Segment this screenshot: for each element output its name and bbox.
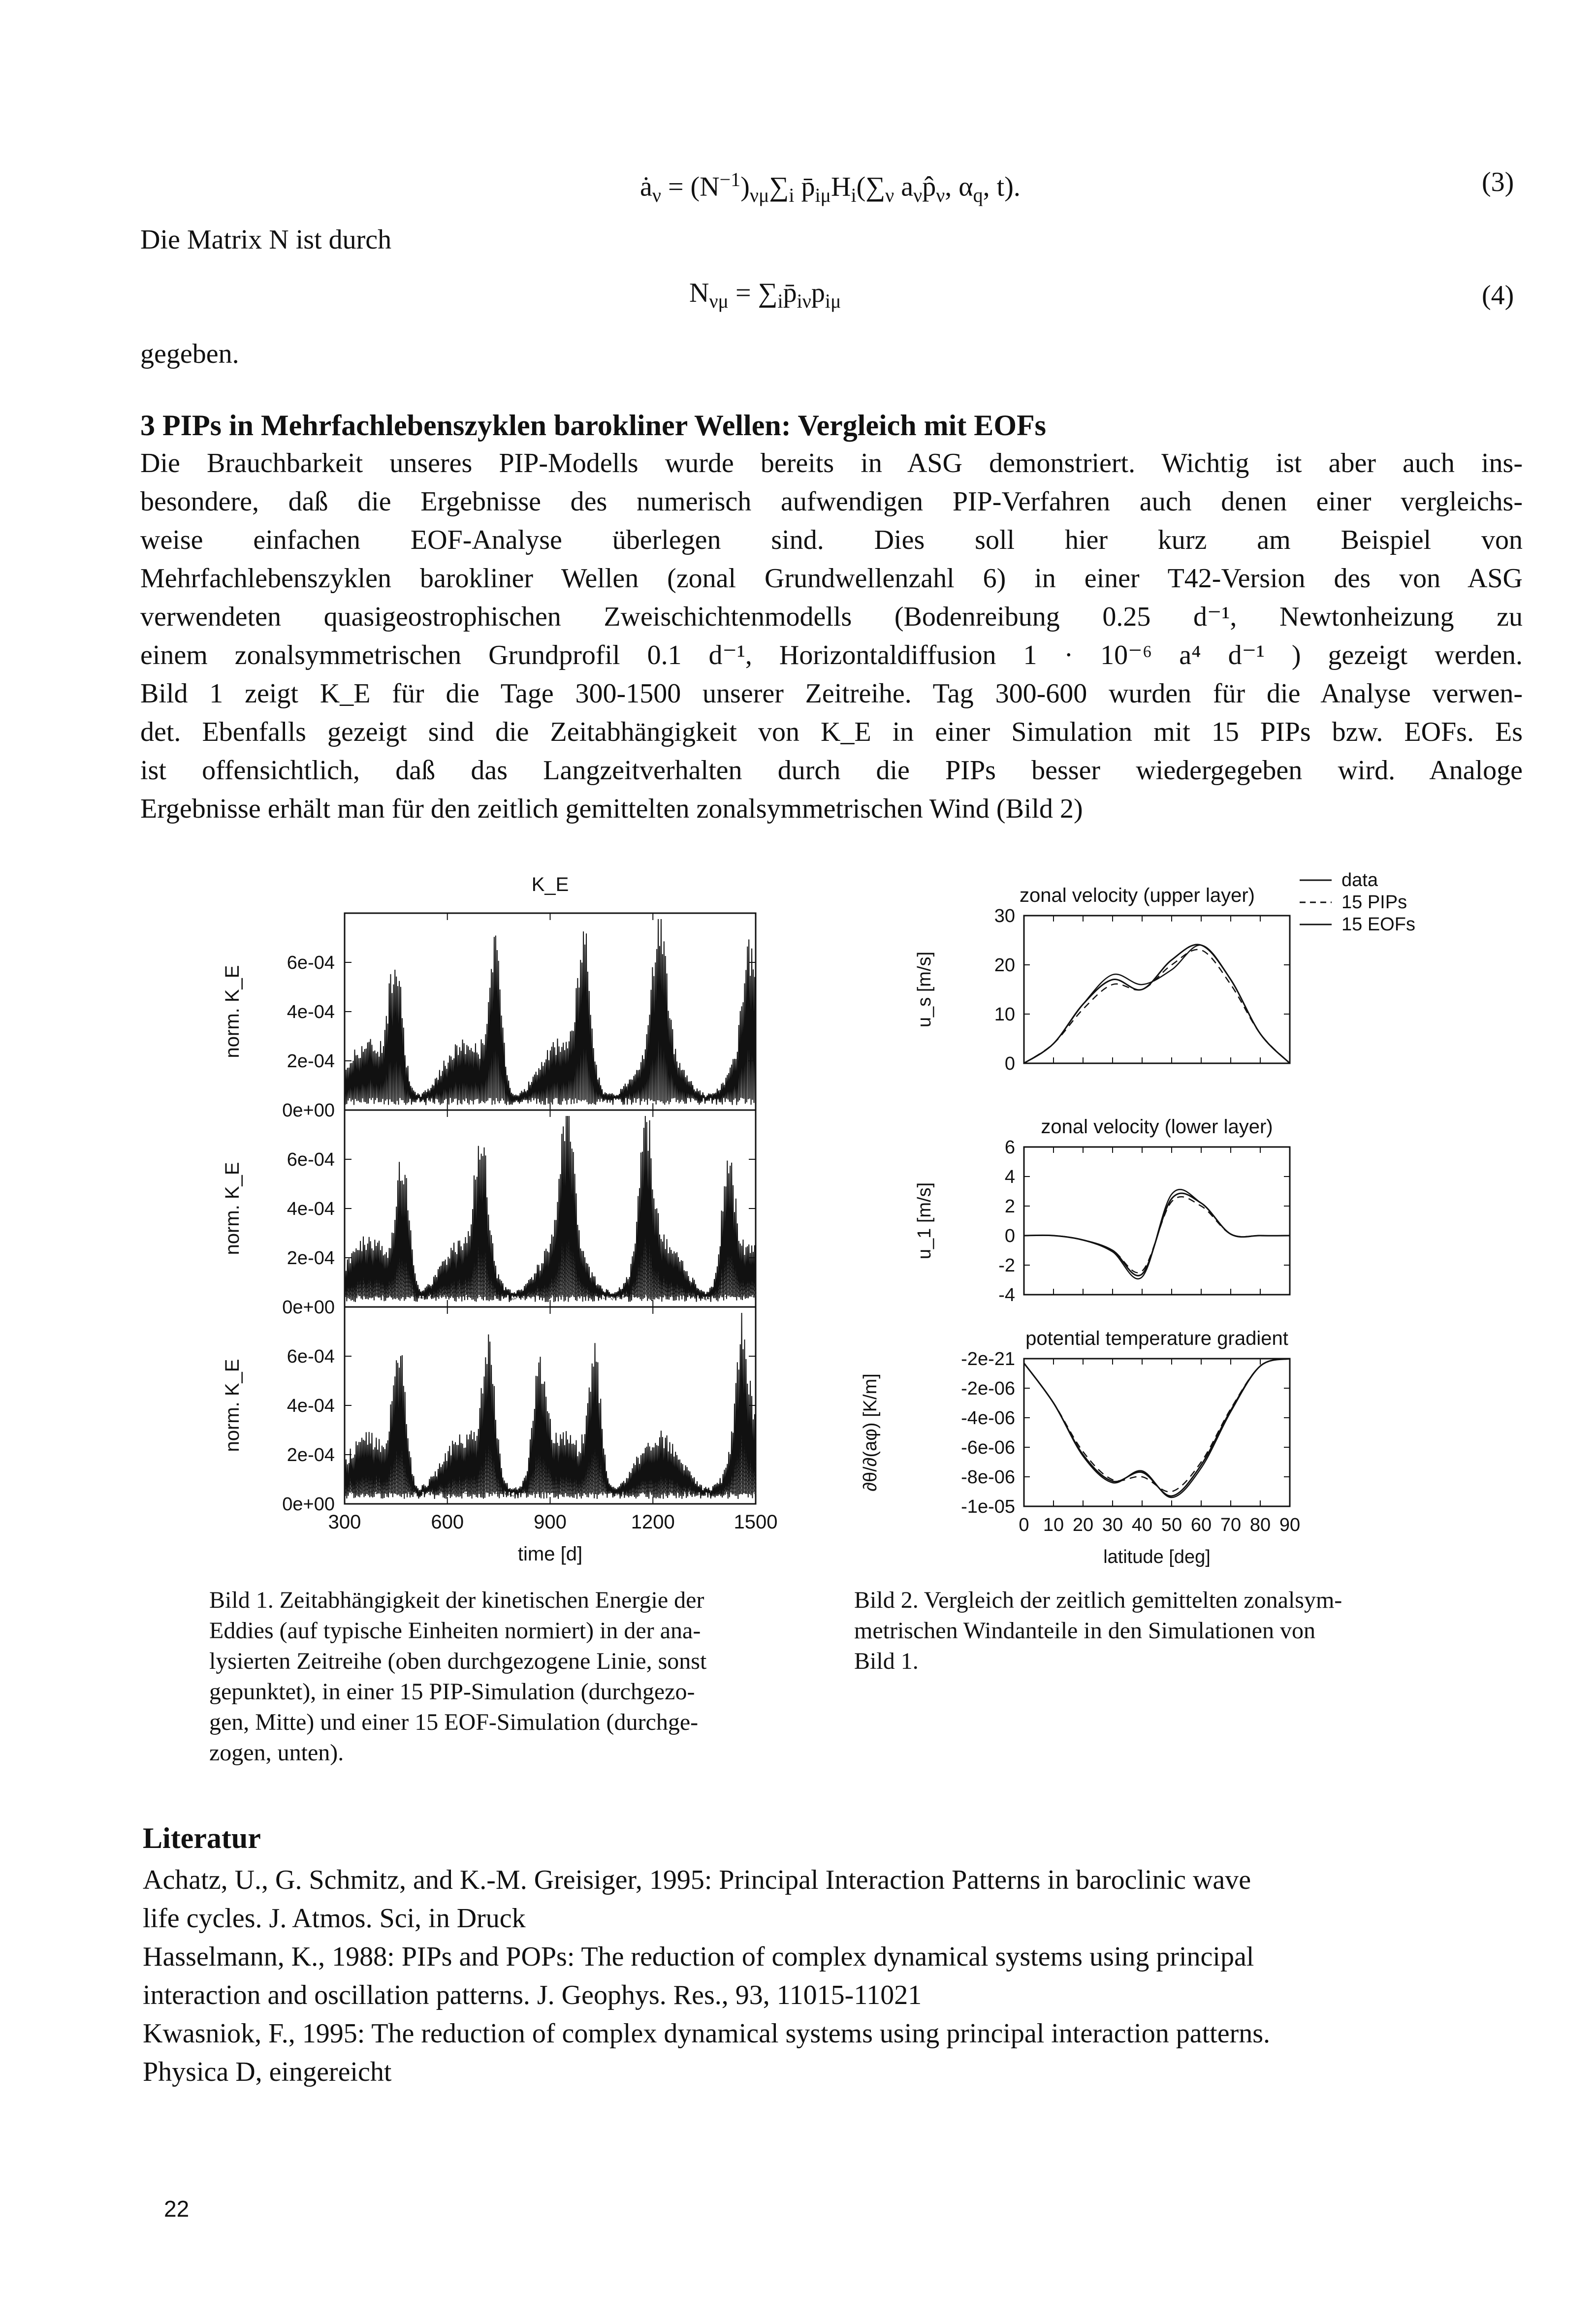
paragraph-line: weise einfachen EOF-Analyse überlegen sind. Dies soll hier kurz am Beispiel von [140, 525, 1523, 555]
reference-line: Kwasniok, F., 1995: The reduction of complex dynamical systems using principal interaction patterns. [143, 2018, 1271, 2049]
caption-line: Bild 1. [854, 1648, 919, 1674]
x-tick-label: 600 [431, 1511, 464, 1533]
paragraph-line: ist offensichtlich, daß das Langzeitverhalten durch die PIPs besser wiedergegeben wird. Analoge [140, 755, 1523, 786]
reference-entry [143, 1861, 1270, 1938]
y-tick-label: -1e-05 [961, 1496, 1015, 1517]
caption-line: lysierten Zeitreihe (oben durchgezogene Linie, sonst [209, 1648, 707, 1674]
y-axis-label: u_s [m/s] [914, 951, 935, 1028]
y-tick-label: 0 [1004, 1053, 1015, 1074]
y-tick-label: 0e+00 [282, 1100, 335, 1121]
y-tick-label: 0e+00 [282, 1494, 335, 1515]
equation-4: $N_{\nu\mu}$ = $\sum_ip̄_{i\nu}p_{i\mu}$ [689, 278, 841, 313]
x-tick-label: 80 [1249, 1515, 1271, 1535]
y-axis-label: norm. K_E [222, 1359, 243, 1452]
reference-entry [143, 2014, 1270, 2091]
section-paragraph [140, 444, 1523, 828]
reference-entry [143, 1938, 1270, 2014]
x-tick-label: 0 [1019, 1515, 1029, 1535]
plot-frame [1024, 1359, 1290, 1506]
y-tick-label: 20 [994, 955, 1015, 976]
y-tick-label: -4 [998, 1285, 1015, 1305]
y-tick-label: -2 [998, 1255, 1015, 1276]
y-tick-label: 2e-04 [287, 1248, 335, 1269]
x-tick-label: 30 [1102, 1515, 1123, 1535]
x-tick-label: 20 [1072, 1515, 1094, 1535]
caption-line: metrischen Windanteile in den Simulationen von [854, 1618, 1315, 1644]
reference-line: life cycles. J. Atmos. Sci, in Druck [143, 1903, 526, 1934]
y-tick-label: 4 [1004, 1167, 1015, 1187]
matrix-intro-text: Die Matrix N ist durch [140, 224, 392, 255]
gegeben-text: gegeben. [140, 339, 239, 369]
equation-3-number: (3) [1482, 167, 1514, 197]
paragraph-line: besondere, daß die Ergebnisse des numerisch aufwendigen PIP-Verfahren auch denen einer vergleichs- [140, 486, 1523, 517]
y-tick-label: 4e-04 [287, 1002, 335, 1022]
equation-3: $ȧ_\nu = (N^{-1})_{\nu\mu}\sum_i$ $p̄_{i\mu}H_i(\sum_\nu$ $a_\nu p̂_\nu$, $\alpha_q$, t). [640, 168, 1021, 206]
legend-label: 15 PIPs [1341, 892, 1407, 913]
x-tick-label: 70 [1220, 1515, 1242, 1535]
y-tick-label: 0 [1004, 1226, 1015, 1246]
x-tick-label: 300 [328, 1511, 361, 1533]
y-tick-label: -2e-21 [961, 1349, 1015, 1369]
x-axis-label: time [d] [517, 1543, 583, 1565]
paragraph-line: einem zonalsymmetrischen Grundprofil 0.1 d⁻¹, Horizontaldiffusion 1 · 10⁻⁶ a⁴ d⁻¹ ) gezeigt werden. [140, 640, 1523, 670]
y-tick-label: 0e+00 [282, 1297, 335, 1318]
figure-2-caption [854, 1585, 1342, 1677]
profile-series-line [1024, 1359, 1290, 1497]
y-tick-label: -8e-06 [961, 1467, 1015, 1488]
caption-line: Eddies (auf typische Einheiten normiert) in der ana- [209, 1618, 701, 1644]
x-tick-label: 60 [1190, 1515, 1212, 1535]
y-tick-label: 30 [994, 906, 1015, 926]
legend-label: 15 EOFs [1341, 914, 1415, 935]
y-tick-label: 6e-04 [287, 953, 335, 973]
x-tick-label: 50 [1161, 1515, 1182, 1535]
ke-series-line [345, 1313, 755, 1499]
reference-list [143, 1861, 1270, 2091]
paragraph-line: Mehrfachlebenszyklen barokliner Wellen (zonal Grundwellenzahl 6) in einer T42-Version des von ASG [140, 563, 1523, 594]
profile-series-line [1024, 1189, 1290, 1279]
y-tick-label: 2e-04 [287, 1051, 335, 1072]
y-axis-label: norm. K_E [222, 965, 243, 1058]
paragraph-line: verwendeten quasigeostrophischen Zweischichtenmodells (Bodenreibung 0.25 d⁻¹, Newtonheizung zu [140, 602, 1523, 632]
caption-line: zogen, unten). [209, 1740, 344, 1766]
ke-series-line [345, 919, 755, 1105]
figure-1-caption [209, 1585, 706, 1768]
literature-heading: Literatur [143, 1822, 261, 1854]
y-tick-label: 6e-04 [287, 1346, 335, 1367]
x-axis-label: latitude [deg] [1103, 1547, 1211, 1567]
caption-line: Bild 1. Zeitabhängigkeit der kinetischen Energie der [209, 1587, 704, 1613]
ke-series-line [345, 1116, 755, 1302]
y-tick-label: -2e-06 [961, 1378, 1015, 1399]
profile-series-line [1024, 950, 1290, 1063]
paragraph-line: Die Brauchbarkeit unseres PIP-Modells wurde bereits in ASG demonstriert. Wichtig ist aber auch ins- [140, 448, 1523, 478]
y-tick-label: 10 [994, 1004, 1015, 1025]
reference-line: Hasselmann, K., 1988: PIPs and POPs: The reduction of complex dynamical systems using principal [143, 1941, 1254, 1972]
y-tick-label: 2 [1004, 1196, 1015, 1217]
page-number: 22 [164, 2196, 190, 2222]
legend-label: data [1341, 870, 1378, 891]
equation-4-number: (4) [1482, 280, 1514, 311]
paragraph-line: Bild 1 zeigt K_E für die Tage 300-1500 unserer Zeitreihe. Tag 300-600 wurden für die Analyse verwen- [140, 678, 1523, 709]
panel-title: zonal velocity (upper layer) [1020, 885, 1255, 906]
x-tick-label: 1500 [734, 1511, 778, 1533]
caption-line: gepunktet), in einer 15 PIP-Simulation (durchgezo- [209, 1679, 695, 1705]
profile-series-line [1024, 945, 1290, 1063]
y-tick-label: -6e-06 [961, 1437, 1015, 1458]
y-axis-label: ∂θ/∂(aφ) [K/m] [860, 1373, 881, 1492]
x-tick-label: 40 [1131, 1515, 1153, 1535]
reference-line: Physica D, eingereicht [143, 2057, 392, 2087]
caption-line: gen, Mitte) und einer 15 EOF-Simulation (durchge- [209, 1709, 699, 1735]
section-heading: 3 PIPs in Mehrfachlebenszyklen barokliner Wellen: Vergleich mit EOFs [140, 409, 1046, 442]
y-tick-label: 6 [1004, 1137, 1015, 1158]
y-axis-label: norm. K_E [222, 1162, 243, 1255]
y-tick-label: 6e-04 [287, 1149, 335, 1170]
paragraph-line: Ergebnisse erhält man für den zeitlich gemittelten zonalsymmetrischen Wind (Bild 2) [140, 794, 1083, 824]
panel-title: potential temperature gradient [1025, 1328, 1288, 1349]
plot-frame [1024, 1147, 1290, 1295]
x-tick-label: 1200 [631, 1511, 675, 1533]
x-tick-label: 90 [1279, 1515, 1301, 1535]
plot-frame [1024, 916, 1290, 1063]
y-tick-label: 2e-04 [287, 1445, 335, 1465]
y-tick-label: -4e-06 [961, 1408, 1015, 1429]
paragraph-line: det. Ebenfalls gezeigt sind die Zeitabhängigkeit von K_E in einer Simulation mit 15 PIPs bzw. EOFs. Es [140, 717, 1523, 747]
profile-series-line [1024, 945, 1290, 1063]
chart-title: K_E [531, 874, 569, 895]
figure-2-chart [857, 866, 1462, 1580]
y-tick-label: 4e-04 [287, 1396, 335, 1416]
reference-line: interaction and oscillation patterns. J. Geophys. Res., 93, 11015-11021 [143, 1980, 922, 2010]
x-tick-label: 10 [1043, 1515, 1064, 1535]
figure-1-chart [207, 861, 817, 1565]
x-tick-label: 900 [534, 1511, 567, 1533]
y-tick-label: 4e-04 [287, 1199, 335, 1219]
reference-line: Achatz, U., G. Schmitz, and K.-M. Greisiger, 1995: Principal Interaction Patterns in baroclinic wave [143, 1865, 1251, 1895]
panel-title: zonal velocity (lower layer) [1041, 1116, 1273, 1138]
caption-line: Bild 2. Vergleich der zeitlich gemittelten zonalsym- [854, 1587, 1342, 1613]
y-axis-label: u_1 [m/s] [914, 1182, 935, 1260]
